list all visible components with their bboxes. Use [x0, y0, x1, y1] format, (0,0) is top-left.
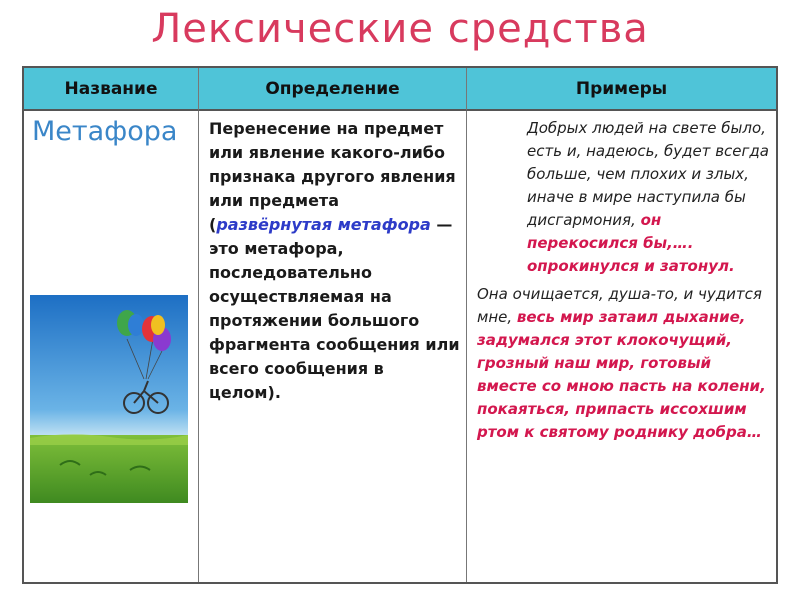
header-name: Название — [24, 68, 198, 111]
header-examples: Примеры — [466, 68, 776, 111]
example-paragraph — [477, 283, 770, 444]
definition-term: развёрнутая метафора — [216, 215, 431, 234]
definition-text — [199, 111, 466, 405]
name-cell — [24, 111, 198, 582]
header-definition: Определение — [198, 68, 466, 111]
example-plain: Она очищается, душа-то, и чудится мне, — [477, 285, 762, 326]
example-highlight: весь мир затаил дыхание, задумался этот клокочущий, грозный наш мир, готовый вместе со мною пасть на колени, покаяться, припасть иссохшим ртом к святому роднику добра… — [477, 308, 766, 441]
examples-text — [467, 111, 776, 444]
definition-open-paren: ( — [209, 215, 217, 234]
page-title: Лексические средства — [151, 6, 649, 52]
term-name: Метафора — [32, 116, 178, 147]
balloons-bicycle-illustration — [30, 295, 188, 503]
example-highlight: он перекосился бы,…. опрокинулся и затонул. — [527, 211, 735, 275]
example-plain: Добрых людей на свете было, есть и, надеюсь, будет всегда больше, чем плохих и злых, иначе в мире наступила бы дисгармония, — [527, 119, 769, 229]
examples-cell — [466, 111, 776, 582]
example-paragraph — [477, 117, 770, 278]
lexical-means-table — [22, 66, 778, 584]
definition-rest: — это метафора, последовательно осуществляемая на протяжении большого фрагмента сообщения или всего сообщения в целом). — [209, 215, 460, 402]
definition-lead: Перенесение на предмет или явление какого-либо признака другого явления или предмета — [209, 119, 456, 210]
definition-cell — [198, 111, 466, 582]
